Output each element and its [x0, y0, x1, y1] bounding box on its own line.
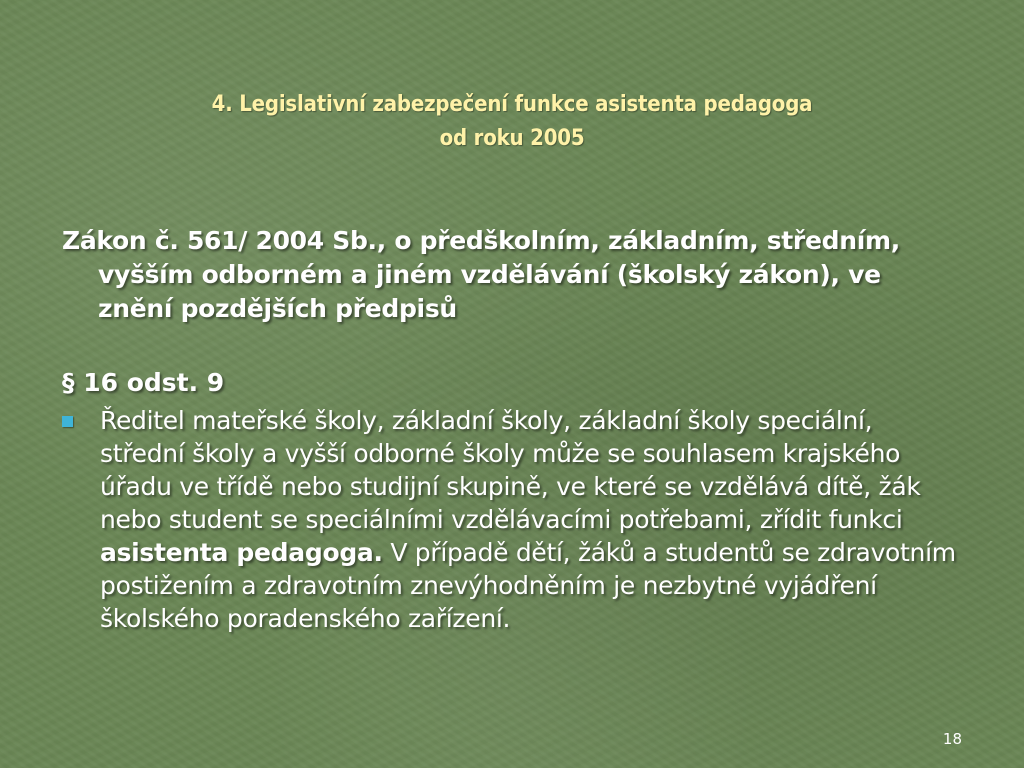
bullet-text-after: V případě dětí, žáků a studentů se zdravotním postižením a zdravotním znevýhodněním je nezbytné vyjádření školského poradenského zařízení. [100, 538, 956, 633]
bullet-item [62, 404, 962, 635]
slide-title [0, 88, 1024, 156]
page-number: 18 [942, 730, 962, 748]
square-bullet-icon [62, 416, 73, 427]
slide-content [62, 224, 962, 635]
law-citation: Zákon č. 561/ 2004 Sb., o předškolním, základním, středním, vyšším odborném a jiném vzdělávání (školský zákon), ve znění pozdějších předpisů [62, 226, 900, 323]
section-heading: § 16 odst. 9 [62, 368, 225, 397]
slide-title-line1: 4. Legislativní zabezpečení funkce asistenta pedagoga [211, 92, 813, 117]
bullet-bold-text: asistenta pedagoga. [100, 538, 383, 567]
slide-title-line2: od roku 2005 [439, 126, 585, 151]
bullet-text-before: Ředitel mateřské školy, základní školy, základní školy speciální, střední školy a vyšší odborné školy může se souhlasem krajského úřadu ve třídě nebo studijní skupině, ve které se vzdělává dítě, žák nebo student se speciálními vzdělávacími potřebami, zřídit funkci [100, 406, 921, 534]
